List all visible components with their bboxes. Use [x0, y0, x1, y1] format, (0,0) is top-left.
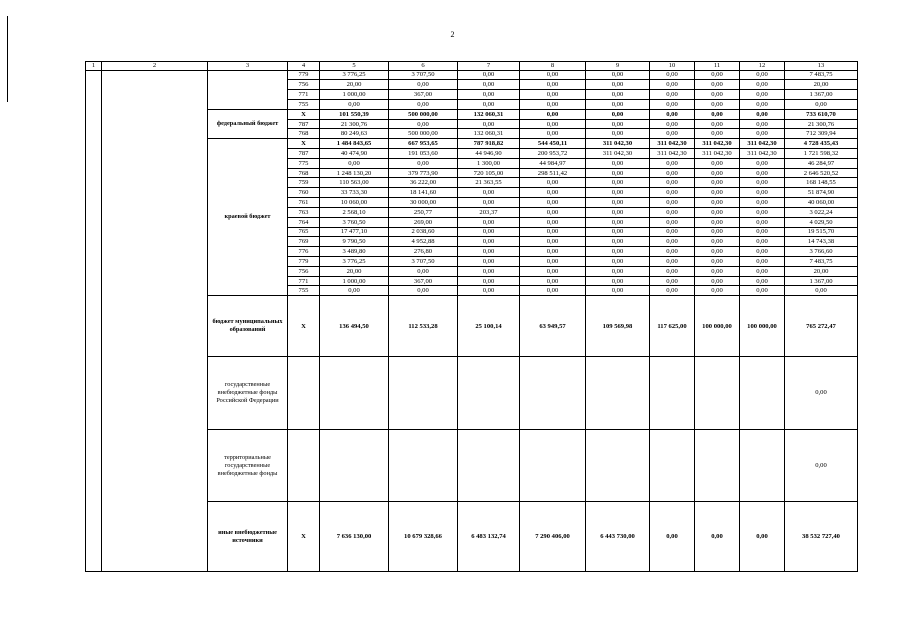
- value-cell: 0,00: [586, 286, 650, 296]
- value-cell: 0,00: [458, 286, 520, 296]
- value-cell: 0,00: [520, 237, 586, 247]
- empty-cell: [288, 429, 320, 502]
- value-cell: 20,00: [785, 266, 858, 276]
- value-cell: 136 494,50: [320, 296, 389, 357]
- value-cell: 0,00: [520, 266, 586, 276]
- value-cell: 379 773,90: [389, 168, 458, 178]
- value-cell: 3 022,24: [785, 207, 858, 217]
- empty-cell: [520, 357, 586, 430]
- value-cell: 0,00: [586, 70, 650, 80]
- value-cell: 0,00: [740, 188, 785, 198]
- value-cell: 0,00: [695, 80, 740, 90]
- code-cell: 768: [288, 168, 320, 178]
- value-cell: 0,00: [520, 90, 586, 100]
- code-cell: 755: [288, 99, 320, 109]
- value-cell: 787 918,82: [458, 139, 520, 149]
- value-cell: 0,00: [695, 266, 740, 276]
- value-cell: 46 284,97: [785, 158, 858, 168]
- value-cell: 0,00: [586, 109, 650, 119]
- header-row: [86, 62, 858, 71]
- value-cell: 1 721 598,32: [785, 149, 858, 159]
- value-cell: 0,00: [520, 207, 586, 217]
- empty-cell: [320, 429, 389, 502]
- value-cell: 0,00: [586, 237, 650, 247]
- value-cell: 311 042,30: [740, 149, 785, 159]
- code-cell: X: [288, 296, 320, 357]
- value-cell: 0,00: [740, 90, 785, 100]
- value-cell: 1 367,00: [785, 276, 858, 286]
- value-cell: 0,00: [586, 178, 650, 188]
- value-cell: 0,00: [650, 207, 695, 217]
- value-cell: 1 367,00: [785, 90, 858, 100]
- value-cell: 30 000,00: [389, 198, 458, 208]
- code-cell: 759: [288, 178, 320, 188]
- empty-cell: [520, 429, 586, 502]
- value-cell: 0,00: [695, 70, 740, 80]
- value-cell: 168 148,55: [785, 178, 858, 188]
- column-header: 10: [650, 62, 695, 71]
- code-cell: 787: [288, 149, 320, 159]
- value-cell: 0,00: [458, 90, 520, 100]
- value-cell: 100 000,00: [740, 296, 785, 357]
- value-cell: 203,37: [458, 207, 520, 217]
- value-cell: 733 610,70: [785, 109, 858, 119]
- value-cell: 0,00: [458, 99, 520, 109]
- value-cell: 20,00: [320, 80, 389, 90]
- value-cell: 0,00: [650, 256, 695, 266]
- value-cell: 0,00: [650, 266, 695, 276]
- code-cell: 768: [288, 129, 320, 139]
- code-cell: 769: [288, 237, 320, 247]
- code-cell: X: [288, 502, 320, 572]
- value-cell: 0,00: [586, 266, 650, 276]
- value-cell: 38 532 727,40: [785, 502, 858, 572]
- source-cell: [208, 70, 288, 109]
- source-label-regional: краевой бюджет: [208, 139, 288, 296]
- value-cell: 0,00: [695, 90, 740, 100]
- value-cell: 17 477,10: [320, 227, 389, 237]
- value-cell: 0,00: [458, 266, 520, 276]
- value-cell: 0,00: [458, 256, 520, 266]
- column-header: 6: [389, 62, 458, 71]
- empty-cell: [650, 357, 695, 430]
- value-cell: 80 249,63: [320, 129, 389, 139]
- value-cell: 0,00: [320, 158, 389, 168]
- value-cell: 0,00: [740, 217, 785, 227]
- value-cell: 0,00: [520, 80, 586, 90]
- value-cell: 0,00: [389, 266, 458, 276]
- value-cell: 0,00: [650, 502, 695, 572]
- value-cell: 269,00: [389, 217, 458, 227]
- column-header: 13: [785, 62, 858, 71]
- value-cell: 0,00: [389, 158, 458, 168]
- value-cell: 0,00: [695, 198, 740, 208]
- value-cell: 0,00: [650, 237, 695, 247]
- value-cell: 667 953,65: [389, 139, 458, 149]
- value-cell: 712 309,94: [785, 129, 858, 139]
- value-cell: 44 984,97: [520, 158, 586, 168]
- value-cell: 0,00: [586, 217, 650, 227]
- value-cell: 101 550,39: [320, 109, 389, 119]
- code-cell: X: [288, 139, 320, 149]
- value-cell: 21 300,76: [785, 119, 858, 129]
- value-cell: 0,00: [695, 286, 740, 296]
- value-cell: 20,00: [785, 80, 858, 90]
- value-cell: 1 248 130,20: [320, 168, 389, 178]
- value-cell: 0,00: [740, 276, 785, 286]
- value-cell: 0,00: [740, 256, 785, 266]
- source-label-municipal: бюджет муниципальных образований: [208, 296, 288, 357]
- col1-cell: [86, 70, 102, 571]
- value-cell: 4 952,88: [389, 237, 458, 247]
- value-cell: 0,00: [520, 217, 586, 227]
- value-cell: 36 222,00: [389, 178, 458, 188]
- value-cell: 0,00: [458, 217, 520, 227]
- value-cell: 0,00: [650, 80, 695, 90]
- value-cell: 0,00: [740, 247, 785, 257]
- value-cell: 7 290 406,00: [520, 502, 586, 572]
- value-cell: 0,00: [586, 198, 650, 208]
- value-cell: 0,00: [695, 119, 740, 129]
- empty-cell: [740, 429, 785, 502]
- value-cell: 0,00: [650, 286, 695, 296]
- value-cell: 0,00: [458, 188, 520, 198]
- value-cell: 0,00: [458, 198, 520, 208]
- value-cell: 6 443 730,00: [586, 502, 650, 572]
- value-cell: 2 038,60: [389, 227, 458, 237]
- value-cell: 0,00: [695, 168, 740, 178]
- value-cell: 765 272,47: [785, 296, 858, 357]
- column-header: 8: [520, 62, 586, 71]
- value-cell: 0,00: [740, 129, 785, 139]
- value-cell: 0,00: [740, 266, 785, 276]
- value-cell: 100 000,00: [695, 296, 740, 357]
- value-cell: 0,00: [740, 207, 785, 217]
- value-cell: 132 060,31: [458, 109, 520, 119]
- code-cell: 776: [288, 247, 320, 257]
- column-header: 3: [208, 62, 288, 71]
- value-cell: 3 776,25: [320, 256, 389, 266]
- value-cell: 0,00: [520, 119, 586, 129]
- value-cell: 21 363,55: [458, 178, 520, 188]
- value-cell: 311 042,30: [650, 139, 695, 149]
- value-cell: 2 646 520,52: [785, 168, 858, 178]
- value-cell: 0,00: [650, 158, 695, 168]
- value-cell: 25 100,14: [458, 296, 520, 357]
- value-cell: 40 060,00: [785, 198, 858, 208]
- col2-cell: [102, 70, 208, 571]
- empty-cell: [320, 357, 389, 430]
- value-cell: 0,00: [586, 80, 650, 90]
- value-cell: 0,00: [520, 198, 586, 208]
- value-cell: 0,00: [695, 129, 740, 139]
- code-cell: 771: [288, 276, 320, 286]
- value-cell: 33 733,30: [320, 188, 389, 198]
- value-cell: 14 743,38: [785, 237, 858, 247]
- empty-cell: [458, 429, 520, 502]
- value-cell: 0,00: [650, 168, 695, 178]
- left-margin-line: [7, 16, 8, 102]
- table-row: [86, 70, 858, 80]
- value-cell: 0,00: [695, 99, 740, 109]
- value-cell: 0,00: [458, 276, 520, 286]
- value-cell: 112 533,28: [389, 296, 458, 357]
- value-cell: 0,00: [650, 227, 695, 237]
- value-cell: 1 484 843,65: [320, 139, 389, 149]
- column-header: 11: [695, 62, 740, 71]
- value-cell: 0,00: [650, 188, 695, 198]
- total-cell: 0,00: [785, 429, 858, 502]
- value-cell: 500 000,00: [389, 129, 458, 139]
- empty-cell: [740, 357, 785, 430]
- value-cell: 0,00: [520, 188, 586, 198]
- value-cell: 0,00: [520, 178, 586, 188]
- code-cell: X: [288, 109, 320, 119]
- value-cell: 0,00: [650, 247, 695, 257]
- column-header: 7: [458, 62, 520, 71]
- value-cell: 0,00: [389, 119, 458, 129]
- value-cell: 0,00: [520, 276, 586, 286]
- value-cell: 3 760,50: [320, 217, 389, 227]
- code-cell: 763: [288, 207, 320, 217]
- value-cell: 311 042,30: [695, 149, 740, 159]
- value-cell: 2 568,10: [320, 207, 389, 217]
- value-cell: 0,00: [740, 70, 785, 80]
- value-cell: 0,00: [695, 188, 740, 198]
- value-cell: 51 874,90: [785, 188, 858, 198]
- page-number: 2: [450, 30, 455, 39]
- column-header: 4: [288, 62, 320, 71]
- value-cell: 0,00: [695, 502, 740, 572]
- budget-table: [85, 61, 858, 572]
- value-cell: 10 679 328,66: [389, 502, 458, 572]
- value-cell: 40 474,90: [320, 149, 389, 159]
- empty-cell: [695, 429, 740, 502]
- value-cell: 0,00: [695, 247, 740, 257]
- value-cell: 0,00: [740, 109, 785, 119]
- empty-cell: [288, 357, 320, 430]
- value-cell: 0,00: [586, 256, 650, 266]
- value-cell: 63 949,57: [520, 296, 586, 357]
- value-cell: 0,00: [458, 247, 520, 257]
- value-cell: 0,00: [586, 168, 650, 178]
- value-cell: 311 042,30: [695, 139, 740, 149]
- value-cell: 7 483,75: [785, 70, 858, 80]
- value-cell: 0,00: [520, 70, 586, 80]
- code-cell: 787: [288, 119, 320, 129]
- value-cell: 0,00: [458, 227, 520, 237]
- source-label-other: иные внебюджетные источники: [208, 502, 288, 572]
- value-cell: 0,00: [520, 286, 586, 296]
- value-cell: 0,00: [650, 70, 695, 80]
- value-cell: 500 000,00: [389, 109, 458, 119]
- value-cell: 0,00: [586, 247, 650, 257]
- value-cell: 4 728 435,43: [785, 139, 858, 149]
- value-cell: 0,00: [650, 90, 695, 100]
- code-cell: 756: [288, 80, 320, 90]
- value-cell: 0,00: [740, 237, 785, 247]
- value-cell: 0,00: [458, 119, 520, 129]
- value-cell: 0,00: [785, 99, 858, 109]
- value-cell: 311 042,30: [586, 149, 650, 159]
- value-cell: 0,00: [520, 109, 586, 119]
- value-cell: 0,00: [320, 286, 389, 296]
- value-cell: 0,00: [586, 90, 650, 100]
- value-cell: 0,00: [389, 99, 458, 109]
- value-cell: 1 300,00: [458, 158, 520, 168]
- value-cell: 0,00: [740, 502, 785, 572]
- value-cell: 0,00: [785, 286, 858, 296]
- value-cell: 0,00: [458, 80, 520, 90]
- empty-cell: [389, 357, 458, 430]
- value-cell: 0,00: [695, 256, 740, 266]
- column-header: 2: [102, 62, 208, 71]
- value-cell: 0,00: [650, 217, 695, 227]
- code-cell: 755: [288, 286, 320, 296]
- value-cell: 720 105,00: [458, 168, 520, 178]
- empty-cell: [695, 357, 740, 430]
- value-cell: 311 042,30: [650, 149, 695, 159]
- column-header: 1: [86, 62, 102, 71]
- value-cell: 109 569,98: [586, 296, 650, 357]
- value-cell: 0,00: [586, 276, 650, 286]
- value-cell: 0,00: [520, 99, 586, 109]
- value-cell: 0,00: [586, 129, 650, 139]
- code-cell: 775: [288, 158, 320, 168]
- value-cell: 132 060,31: [458, 129, 520, 139]
- value-cell: 0,00: [650, 109, 695, 119]
- value-cell: 367,00: [389, 90, 458, 100]
- value-cell: 250,77: [389, 207, 458, 217]
- value-cell: 0,00: [320, 99, 389, 109]
- value-cell: 6 483 132,74: [458, 502, 520, 572]
- budget-table-body: [86, 62, 858, 572]
- value-cell: 0,00: [389, 286, 458, 296]
- value-cell: 0,00: [586, 207, 650, 217]
- value-cell: 298 511,42: [520, 168, 586, 178]
- total-cell: 0,00: [785, 357, 858, 430]
- source-label-territorial-funds: территориальные государственные внебюджетные фонды: [208, 429, 288, 502]
- value-cell: 0,00: [520, 247, 586, 257]
- value-cell: 7 483,75: [785, 256, 858, 266]
- value-cell: 3 766,60: [785, 247, 858, 257]
- value-cell: 0,00: [586, 158, 650, 168]
- value-cell: 18 141,60: [389, 188, 458, 198]
- code-cell: 765: [288, 227, 320, 237]
- value-cell: 0,00: [650, 99, 695, 109]
- value-cell: 110 563,00: [320, 178, 389, 188]
- value-cell: 0,00: [586, 119, 650, 129]
- value-cell: 9 790,50: [320, 237, 389, 247]
- value-cell: 3 489,80: [320, 247, 389, 257]
- value-cell: 0,00: [650, 129, 695, 139]
- value-cell: 0,00: [740, 178, 785, 188]
- value-cell: 3 707,50: [389, 70, 458, 80]
- value-cell: 0,00: [740, 99, 785, 109]
- value-cell: 0,00: [740, 158, 785, 168]
- value-cell: 0,00: [586, 99, 650, 109]
- code-cell: 779: [288, 256, 320, 266]
- value-cell: 311 042,30: [586, 139, 650, 149]
- column-header: 12: [740, 62, 785, 71]
- value-cell: 0,00: [389, 80, 458, 90]
- value-cell: 10 060,00: [320, 198, 389, 208]
- empty-cell: [458, 357, 520, 430]
- value-cell: 0,00: [520, 227, 586, 237]
- value-cell: 1 000,00: [320, 276, 389, 286]
- empty-cell: [586, 429, 650, 502]
- value-cell: 1 000,00: [320, 90, 389, 100]
- value-cell: 0,00: [695, 227, 740, 237]
- value-cell: 0,00: [740, 286, 785, 296]
- value-cell: 0,00: [650, 276, 695, 286]
- value-cell: 0,00: [458, 237, 520, 247]
- value-cell: 311 042,30: [740, 139, 785, 149]
- value-cell: 20,00: [320, 266, 389, 276]
- value-cell: 0,00: [695, 178, 740, 188]
- column-header: 9: [586, 62, 650, 71]
- value-cell: 3 776,25: [320, 70, 389, 80]
- value-cell: 4 029,50: [785, 217, 858, 227]
- value-cell: 0,00: [695, 158, 740, 168]
- value-cell: 200 953,72: [520, 149, 586, 159]
- value-cell: 191 053,60: [389, 149, 458, 159]
- value-cell: 0,00: [740, 198, 785, 208]
- value-cell: 0,00: [695, 276, 740, 286]
- value-cell: 0,00: [695, 109, 740, 119]
- value-cell: 19 515,70: [785, 227, 858, 237]
- empty-cell: [586, 357, 650, 430]
- empty-cell: [650, 429, 695, 502]
- value-cell: 21 300,76: [320, 119, 389, 129]
- value-cell: 0,00: [586, 188, 650, 198]
- value-cell: 0,00: [650, 198, 695, 208]
- value-cell: 0,00: [695, 237, 740, 247]
- value-cell: 0,00: [520, 129, 586, 139]
- code-cell: 764: [288, 217, 320, 227]
- value-cell: 44 946,90: [458, 149, 520, 159]
- source-label-federal: федеральный бюджет: [208, 109, 288, 138]
- empty-cell: [389, 429, 458, 502]
- code-cell: 779: [288, 70, 320, 80]
- value-cell: 0,00: [740, 80, 785, 90]
- value-cell: 0,00: [740, 227, 785, 237]
- value-cell: 0,00: [650, 119, 695, 129]
- value-cell: 3 707,50: [389, 256, 458, 266]
- value-cell: 0,00: [695, 207, 740, 217]
- source-label-state-funds: государственные внебюджетные фонды Российской Федерации: [208, 357, 288, 430]
- value-cell: 0,00: [650, 178, 695, 188]
- value-cell: 117 625,00: [650, 296, 695, 357]
- value-cell: 0,00: [586, 227, 650, 237]
- value-cell: 7 636 130,00: [320, 502, 389, 572]
- column-header: 5: [320, 62, 389, 71]
- value-cell: 0,00: [520, 256, 586, 266]
- value-cell: 367,00: [389, 276, 458, 286]
- code-cell: 761: [288, 198, 320, 208]
- code-cell: 756: [288, 266, 320, 276]
- value-cell: 276,80: [389, 247, 458, 257]
- value-cell: 0,00: [695, 217, 740, 227]
- value-cell: 0,00: [740, 168, 785, 178]
- code-cell: 771: [288, 90, 320, 100]
- value-cell: 0,00: [458, 70, 520, 80]
- value-cell: 544 450,11: [520, 139, 586, 149]
- code-cell: 760: [288, 188, 320, 198]
- value-cell: 0,00: [740, 119, 785, 129]
